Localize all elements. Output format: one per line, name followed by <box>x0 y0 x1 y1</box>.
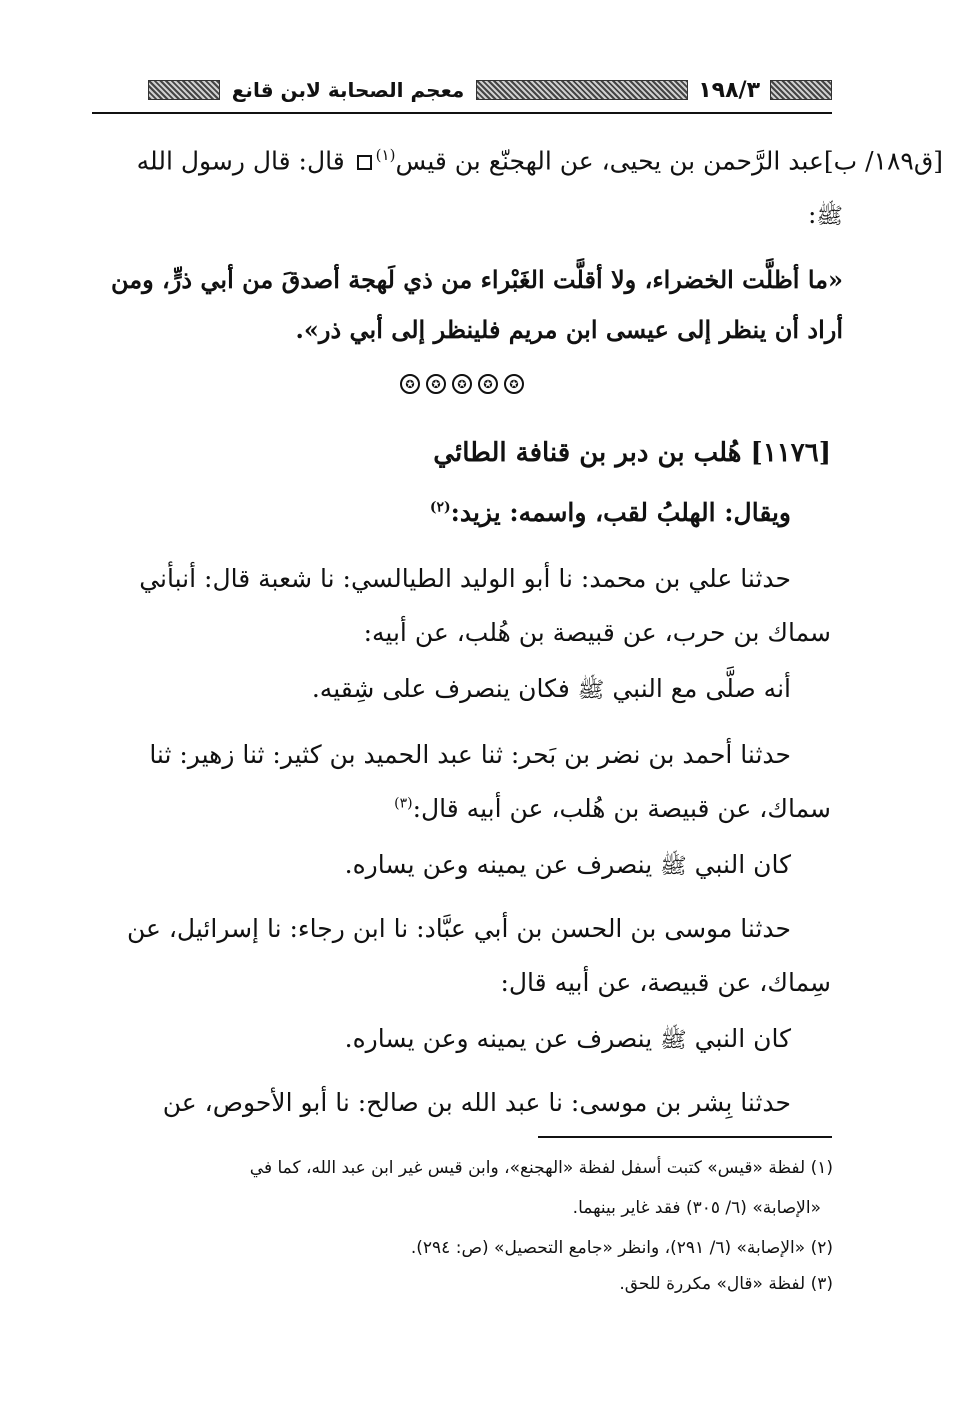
header-ornament-left <box>148 80 220 100</box>
header-book-title: معجم الصحابة لابن قانع <box>231 78 465 102</box>
salutation-icon: ﷺ <box>577 678 605 703</box>
matn-3: كان النبي ﷺ ينصرف عن يمينه وعن يساره. <box>344 1024 791 1053</box>
star-icon: ✪ <box>452 374 472 394</box>
header-page-number: ١٩٨/٣ <box>698 77 760 103</box>
entry-subheading: ويقال: الهلبُ لقب، واسمه: يزيد:$^{(٢)}$ <box>429 498 791 527</box>
isnad-2-line-2: سماك، عن قبيصة بن هُلب، عن أبيه قال:$^{(٣)}$ <box>394 794 831 823</box>
prev-entry-line-1: [ق١٨٩/ ب]عبد الرَّحمن بن يحيى، عن الهجنّع بن قيس$^{(١)}$ قال: قال رسول الله <box>136 146 943 176</box>
hadith-quote-line-2: أراد أن ينظر إلى عيسى ابن مريم فلينظر إلى أبي ذر». <box>295 315 843 344</box>
isnad-3-line-2: سِماك، عن قبيصة، عن أبيه قال: <box>500 968 831 997</box>
footnote-3: (٣) لفظة «قال» مكررة للحق. <box>619 1274 833 1294</box>
header-ornament-middle <box>476 80 688 100</box>
footnote-mark-1: (١) <box>375 146 396 164</box>
footnote-2: (٢) «الإصابة» (٦/ ٢٩١)، وانظر «جامع التحصيل» (ص: ٢٩٤). <box>410 1238 833 1258</box>
isnad-1-line-1: حدثنا علي بن محمد: نا أبو الوليد الطيالسي: نا شعبة قال: أنبأني <box>139 564 791 593</box>
isnad-2-line-1: حدثنا أحمد بن نضر بن بَحر: ثنا عبد الحميد بن كثير: ثنا زهير: ثنا <box>149 740 791 769</box>
manuscript-ref: [ق١٨٩/ ب] <box>823 146 943 176</box>
header-ornament-right <box>770 80 832 100</box>
star-icon: ✪ <box>504 374 524 394</box>
matn-1: أنه صلَّى مع النبي ﷺ فكان ينصرف على شِقيه. <box>311 674 791 703</box>
square-mark-icon <box>357 155 372 170</box>
isnad-4-line-1: حدثنا بِشر بن موسى: نا عبد الله بن صالح: نا أبو الأحوص، عن <box>162 1088 791 1117</box>
header-rule <box>92 112 832 114</box>
footnote-1-line-1: (١) لفظة «قيس» كتبت أسفل لفظة «الهجنع»، وابن قيس غير ابن عبد الله، كما في <box>249 1158 833 1178</box>
star-icon: ✪ <box>478 374 498 394</box>
footnote-mark-2: (٢) <box>429 499 451 516</box>
salutation-icon: ﷺ <box>660 854 687 879</box>
salutation-icon: ﷺ <box>660 1028 687 1053</box>
isnad-1-line-2: سماك بن حرب، عن قبيصة بن هُلب، عن أبيه: <box>363 618 831 647</box>
footnote-1-line-2: «الإصابة» (٦/ ٣٠٥) فقد غاير بينهما. <box>572 1198 821 1218</box>
entry-heading: [١١٧٦] هُلب بن دبر بن قنافة الطائي <box>433 438 831 468</box>
running-header <box>92 70 832 110</box>
hadith-quote-line-1: «ما أظلَّت الخضراء، ولا أقلَّت الغَبْراء من ذي لَهجة أصدقَ من أبي ذرٍّ، ومن <box>110 265 843 294</box>
star-icon: ✪ <box>426 374 446 394</box>
prev-entry-line-2: ﷺ: <box>807 200 843 229</box>
footnote-rule <box>538 1136 832 1138</box>
matn-2: كان النبي ﷺ ينصرف عن يمينه وعن يساره. <box>344 850 791 879</box>
section-separator <box>400 374 524 398</box>
footnote-mark-3: (٣) <box>394 795 413 812</box>
salutation-icon: ﷺ <box>816 204 843 229</box>
isnad-3-line-1: حدثنا موسى بن الحسن بن أبي عبَّاد: نا ابن رجاء: نا إسرائيل، عن <box>126 914 791 943</box>
star-icon: ✪ <box>400 374 420 394</box>
